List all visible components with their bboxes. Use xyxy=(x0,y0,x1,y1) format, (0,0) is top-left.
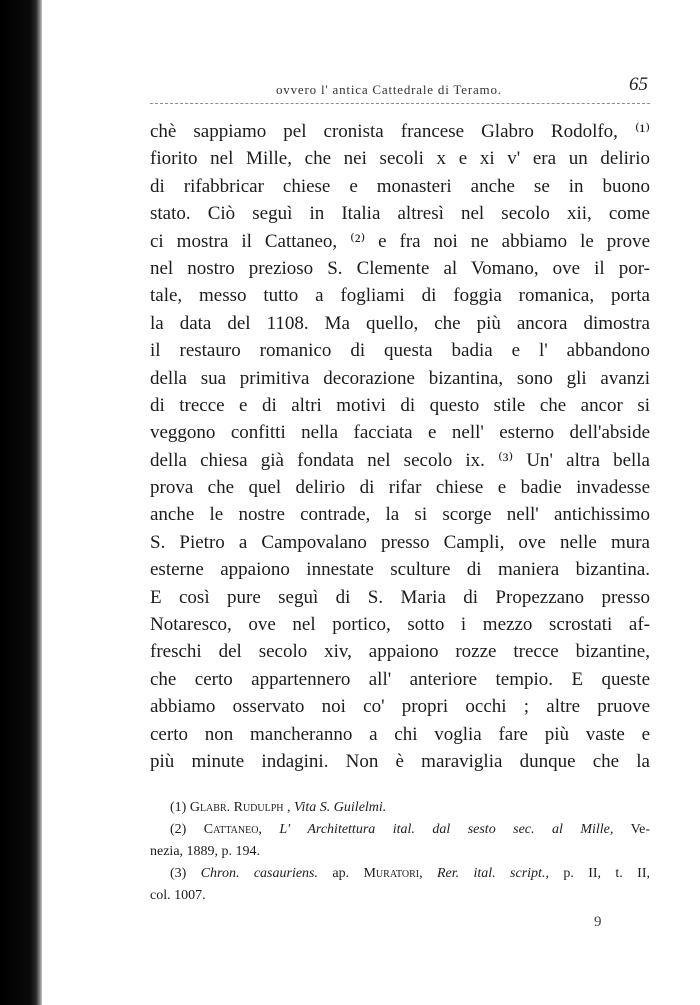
text-line: freschi del secolo xiv, appaiono rozze trecce bizantine, xyxy=(150,641,650,663)
text-line: abbiamo osservato noi co' propri occhi ; altre pruove xyxy=(150,696,650,718)
body-text xyxy=(150,118,650,775)
text-line: della chiesa già fondata nel secolo ix. ⁽³⁾ Un' altra bella xyxy=(150,449,650,471)
text-line: S. Pietro a Campovalano presso Campli, ove nelle mura xyxy=(150,531,650,553)
footnote-work-title: Chron. casauriens. xyxy=(200,866,319,881)
text-line: di trecce e di altri motivi di questo stile che ancor si xyxy=(150,394,650,416)
footnote-author: Muratori, xyxy=(363,866,423,881)
footnote-text: ap. xyxy=(332,866,350,881)
text-line: Notaresco, ove nel portico, sotto i mezzo scrostati af- xyxy=(150,614,650,636)
text-line: certo non mancheranno a chi voglia fare più vaste e xyxy=(150,723,650,745)
footnote-separator: , xyxy=(283,800,295,815)
text-line: tale, messo tutto a fogliami di foggia romanica, porta xyxy=(150,285,650,307)
text-line: E così pure seguì di S. Maria di Propezzano presso xyxy=(150,586,650,608)
text-line: stato. Ciò seguì in Italia altresì nel secolo xii, come xyxy=(150,203,650,225)
text-line: la data del 1108. Ma quello, che più ancora dimostra xyxy=(150,312,650,334)
text-line: anche le nostre contrade, la si scorge nell' antichissimo xyxy=(150,504,650,526)
text-line: che certo appartennero all' anteriore tempio. E queste xyxy=(150,668,650,690)
footnote-author: Glabr. Rudulph xyxy=(189,800,284,815)
text-line: esterne appaiono innestate sculture di maniera bizantina. xyxy=(150,559,650,581)
text-line: nel nostro prezioso S. Clemente al Vomano, ove il por- xyxy=(150,257,650,279)
book-binding-edge xyxy=(0,0,42,1005)
footnotes xyxy=(150,797,650,907)
footnote-number: (3) xyxy=(170,866,187,881)
text-line: prova che quel delirio di rifar chiese e badie invadesse xyxy=(150,477,650,499)
text-line: di rifabbricar chiese e monasteri anche se in buono xyxy=(150,175,650,197)
footnote-work-title: Rer. ital. script., xyxy=(436,866,549,881)
footnote-number: (1) xyxy=(170,800,187,815)
text-line: chè sappiamo pel cronista francese Glabro Rodolfo, ⁽¹⁾ xyxy=(150,121,650,142)
text-line: della sua primitiva decorazione bizantina, sono gli avanzi xyxy=(150,367,650,389)
page-number: 65 xyxy=(629,74,648,95)
footnote-text: p. II, t. II, xyxy=(563,866,650,881)
header-rule xyxy=(150,103,650,104)
text-line: più minute indagini. Non è maraviglia dunque che la xyxy=(150,750,650,772)
signature-mark: 9 xyxy=(594,914,602,930)
footnote-3 xyxy=(150,863,650,885)
footnote-1 xyxy=(150,797,650,819)
footnote-text: Ve- xyxy=(630,822,650,837)
text-line: il restauro romanico di questa badia e l' abbandono xyxy=(150,340,650,362)
text-line: fiorito nel Mille, che nei secoli x e xi v' era un delirio xyxy=(150,148,650,170)
footnote-author: Cattaneo, xyxy=(203,822,262,837)
book-page xyxy=(150,0,650,1005)
footnote-3-continuation: col. 1007. xyxy=(150,888,206,903)
text-line: ci mostra il Cattaneo, ⁽²⁾ e fra noi ne abbiamo le prove xyxy=(150,230,650,252)
footnote-2 xyxy=(150,819,650,841)
footnote-number: (2) xyxy=(170,822,187,837)
footnote-2-continuation: nezia, 1889, p. 194. xyxy=(150,844,261,859)
running-title: ovvero l' antica Cattedrale di Teramo. xyxy=(276,82,502,97)
text-line: veggono confitti nella facciata e nell' esterno dell'abside xyxy=(150,422,650,444)
running-head xyxy=(150,76,650,100)
footnote-work-title: L' Architettura ital. dal sesto sec. al Mille, xyxy=(279,822,614,837)
footnote-work-title: Vita S. Guilelmi. xyxy=(294,800,387,815)
